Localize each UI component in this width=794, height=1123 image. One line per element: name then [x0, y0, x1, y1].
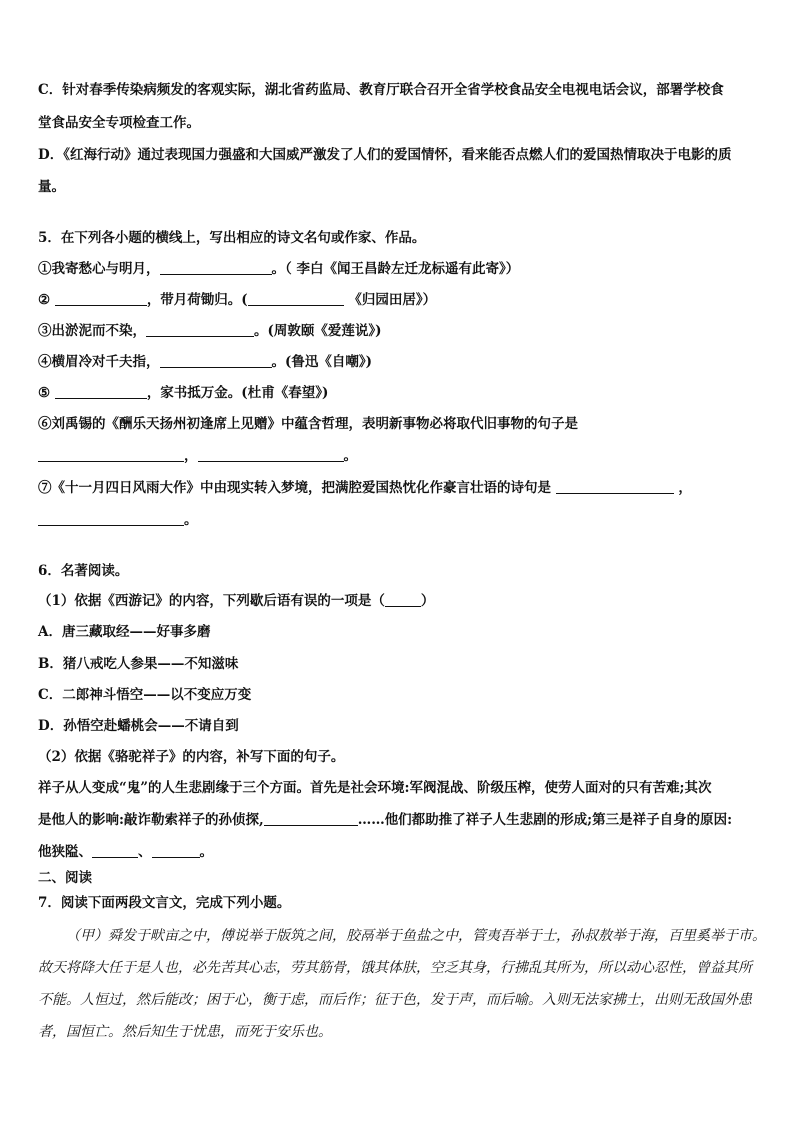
q5-item-2 [38, 290, 756, 310]
q5-item-3 [38, 321, 756, 341]
q5-item-7-line2 [38, 510, 756, 530]
q5-item-1-prefix: ①我寄愁心与明月， [38, 261, 160, 277]
q5-item-6-blank-b[interactable] [198, 447, 344, 462]
q5-item-7-line1 [38, 478, 756, 498]
q5-item-4-prefix: ④横眉冷对千夫指， [38, 354, 160, 370]
q5-item-1-blank[interactable] [160, 260, 272, 275]
q5-item-4 [38, 352, 756, 372]
q6-title: 6．名著阅读。 [38, 563, 129, 579]
q5-item-6-blank-a[interactable] [38, 447, 184, 462]
q5-item-2-blank-b[interactable] [248, 291, 344, 306]
q6-part2: （2）依据《骆驼祥子》的内容，补写下面的句子。 [38, 749, 345, 765]
q5-item-2-middle: ，带月荷锄归。( [146, 292, 248, 308]
q6-option-a: A．唐三藏取经——好事多磨 [38, 624, 211, 640]
q6-s2-blank[interactable] [264, 811, 358, 826]
q5-item-3-suffix: 。(周敦颐《爱莲说》) [254, 323, 382, 339]
q5-item-2-blank-a[interactable] [55, 291, 147, 306]
q5-item-1 [38, 259, 756, 279]
q6-part2-sentence-3 [38, 842, 756, 862]
q6-s3-middle: 、 [138, 844, 152, 860]
q5-item-3-blank[interactable] [146, 322, 254, 337]
q5-item-6-period: 。 [343, 448, 357, 464]
q6-s3-blank-b[interactable] [152, 843, 200, 858]
q5-item-7-text: ⑦《十一月四日风雨大作》中由现实转入梦境，把满腔爱国热忱化作豪言壮语的诗句是 [38, 480, 551, 496]
q7-passage-line3: 不能。人恒过，然后能改；困于心，衡于虑，而后作；征于色，发于声，而后喻。入则无法家拂士，出则无敌国外患 [38, 992, 752, 1008]
q5-item-4-blank[interactable] [160, 353, 272, 368]
q6-s3-blank-a[interactable] [92, 843, 138, 858]
q5-item-5 [38, 383, 756, 403]
q4-option-d-line2: 量。 [38, 179, 65, 195]
q5-item-3-prefix: ③出淤泥而不染， [38, 323, 146, 339]
q5-item-7-comma: ， [678, 480, 692, 496]
q6-s2-prefix: 是他人的影响:敲诈勒索祥子的孙侦探, [38, 812, 264, 828]
q5-item-5-prefix: ⑤ [38, 385, 51, 401]
q5-item-4-suffix: 。(鲁迅《自嘲》) [271, 354, 373, 370]
q5-item-7-period: 。 [184, 512, 198, 528]
q6-option-d: D．孙悟空赴蟠桃会——不请自到 [38, 718, 239, 734]
q6-option-c: C．二郎神斗悟空——以不变应万变 [38, 687, 252, 703]
q5-item-2-prefix: ② [38, 292, 51, 308]
q7-title: 7．阅读下面两段文言文，完成下列小题。 [38, 895, 291, 911]
q7-passage-line1: （甲）舜发于畎亩之中，傅说举于版筑之间，胶鬲举于鱼盐之中，管夷吾举于士，孙叔敖举于海，百里奚举于市。 [66, 928, 766, 944]
q6-part1-close: ） [420, 593, 435, 609]
section-reading-heading: 二、阅读 [38, 870, 92, 886]
q6-part1-answer-blank[interactable] [385, 592, 421, 607]
q5-item-7-blank-a[interactable] [556, 479, 674, 494]
q6-part1-text: （1）依据《西游记》的内容，下列歇后语有误的一项是（ [38, 593, 385, 609]
q5-item-5-blank[interactable] [55, 384, 147, 399]
q4-option-d-line1: D．《红海行动》通过表现国力强盛和大国威严激发了人们的爱国情怀，看来能否点燃人们的爱国热情取决于电影的质 [38, 147, 732, 163]
q6-s3-prefix: 他狭隘、 [38, 844, 92, 860]
q6-part2-sentence-1: 祥子从人变成“鬼”的人生悲剧缘于三个方面。首先是社会环境:军阀混战、阶级压榨，使劳人面对的只有苦难;其次 [38, 780, 712, 796]
q6-part2-sentence-2 [38, 810, 756, 830]
q5-item-6-comma: ， [184, 448, 198, 464]
q6-option-b: B．猪八戒吃人参果——不知滋味 [38, 656, 239, 672]
q6-part1 [38, 591, 756, 611]
q4-option-c-line1: C．针对春季传染病频发的客观实际，湖北省药监局、教育厅联合召开全省学校食品安全电视电话会议，部署学校食 [38, 82, 724, 98]
q7-passage-line4: 者，国恒亡。然后知生于忧患，而死于安乐也。 [38, 1024, 332, 1040]
q5-item-1-suffix: 。（ 李白《闻王昌龄左迁龙标遥有此寄》） [271, 261, 520, 277]
q6-s2-suffix: ……他们都助推了祥子人生悲剧的形成;第三是祥子自身的原因: [357, 812, 733, 828]
q6-s3-suffix: 。 [199, 844, 213, 860]
q5-item-6-line2 [38, 446, 756, 466]
q5-item-5-suffix: ，家书抵万金。(杜甫《春望》) [146, 385, 329, 401]
q5-title: 5．在下列各小题的横线上，写出相应的诗文名句或作家、作品。 [38, 230, 426, 246]
q5-item-6-line1: ⑥刘禹锡的《酬乐天扬州初逢席上见赠》中蕴含哲理，表明新事物必将取代旧事物的句子是 [38, 416, 578, 432]
q5-item-2-suffix: 《归园田居》） [348, 292, 437, 308]
q7-passage-line2: 故天将降大任于是人也，必先苦其心志，劳其筋骨，饿其体肤，空乏其身，行拂乱其所为，所以动心忍性，曾益其所 [38, 960, 752, 976]
q5-item-7-blank-b[interactable] [38, 511, 184, 526]
q4-option-c-line2: 堂食品安全专项检查工作。 [38, 115, 200, 131]
